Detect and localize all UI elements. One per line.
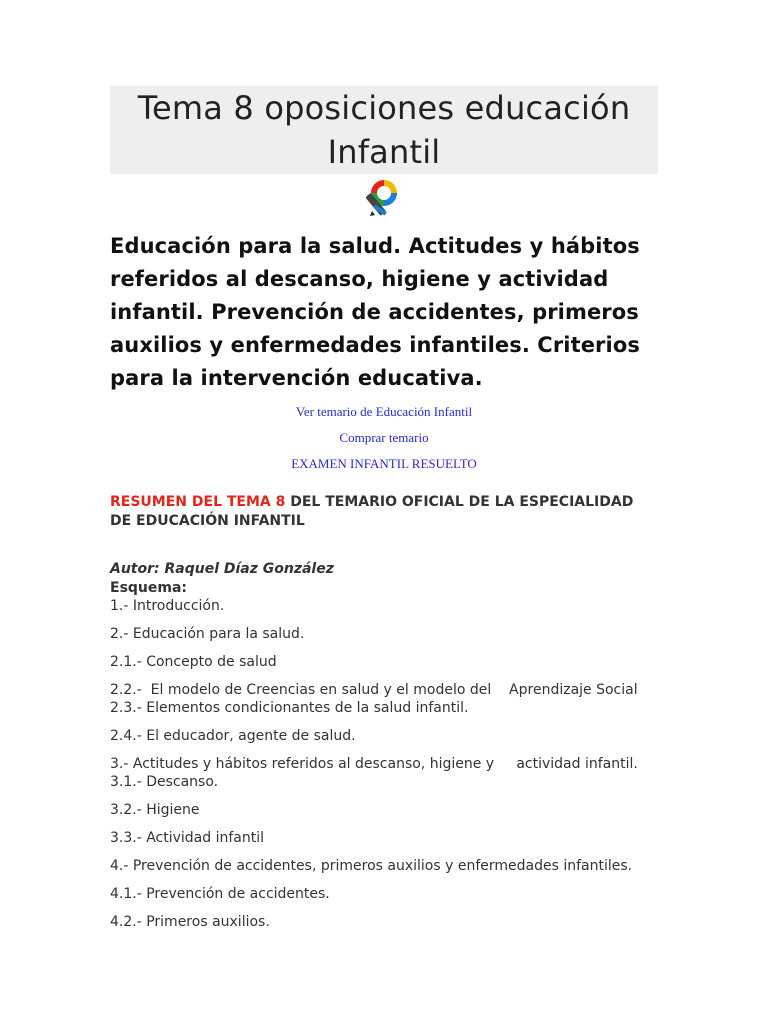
esquema-item: 4.2.- Primeros auxilios. xyxy=(110,914,270,930)
author-line: Autor: Raquel Díaz González xyxy=(110,561,334,577)
ver-temario-link[interactable]: Ver temario de Educación Infantil xyxy=(295,404,473,419)
esquema-item: 3.1.- Descanso. xyxy=(110,774,219,790)
esquema-item: 2.2.- El modelo de Creencias en salud y el modelo del Aprendizaje Social xyxy=(110,682,638,698)
esquema-item: 3.- Actitudes y hábitos referidos al descanso, higiene y actividad infantil. xyxy=(110,756,638,772)
esquema-item: 2.3.- Elementos condicionantes de la salud infantil. xyxy=(110,700,469,716)
resumen-rest-text: DEL TEMARIO OFICIAL DE LA ESPECIALIDAD DE EDUCACIÓN INFANTIL xyxy=(110,494,634,529)
examen-resuelto-link[interactable]: EXAMEN INFANTIL RESUELTO xyxy=(291,456,477,471)
esquema-item: 2.- Educación para la salud. xyxy=(110,626,305,642)
document-page xyxy=(110,86,658,931)
pencil-logo-icon xyxy=(366,176,402,220)
esquema-item: 3.3.- Actividad infantil xyxy=(110,830,265,846)
esquema-label: Esquema: xyxy=(110,580,188,596)
esquema-list xyxy=(110,597,658,931)
topic-subtitle: Educación para la salud. Actitudes y hábitos referidos al descanso, higiene y actividad infantil. Prevención de accidentes, primeros auxilios y enfermedades infantiles. Criterios para la intervención educativa. xyxy=(110,234,640,390)
esquema-item: 4.1.- Prevención de accidentes. xyxy=(110,886,330,902)
esquema-item: 2.4.- El educador, agente de salud. xyxy=(110,728,356,744)
resumen-heading xyxy=(110,493,658,531)
logo-container xyxy=(110,174,658,224)
esquema-item: 3.2.- Higiene xyxy=(110,802,200,818)
esquema-item: 1.- Introducción. xyxy=(110,598,225,614)
resumen-red-text: RESUMEN DEL TEMA 8 xyxy=(110,494,286,510)
esquema-item: 4.- Prevención de accidentes, primeros auxilios y enfermedades infantiles. xyxy=(110,858,633,874)
esquema-item: 2.1.- Concepto de salud xyxy=(110,654,277,670)
comprar-temario-link[interactable]: Comprar temario xyxy=(339,430,429,445)
page-title: Tema 8 oposiciones educación Infantil xyxy=(110,86,658,174)
